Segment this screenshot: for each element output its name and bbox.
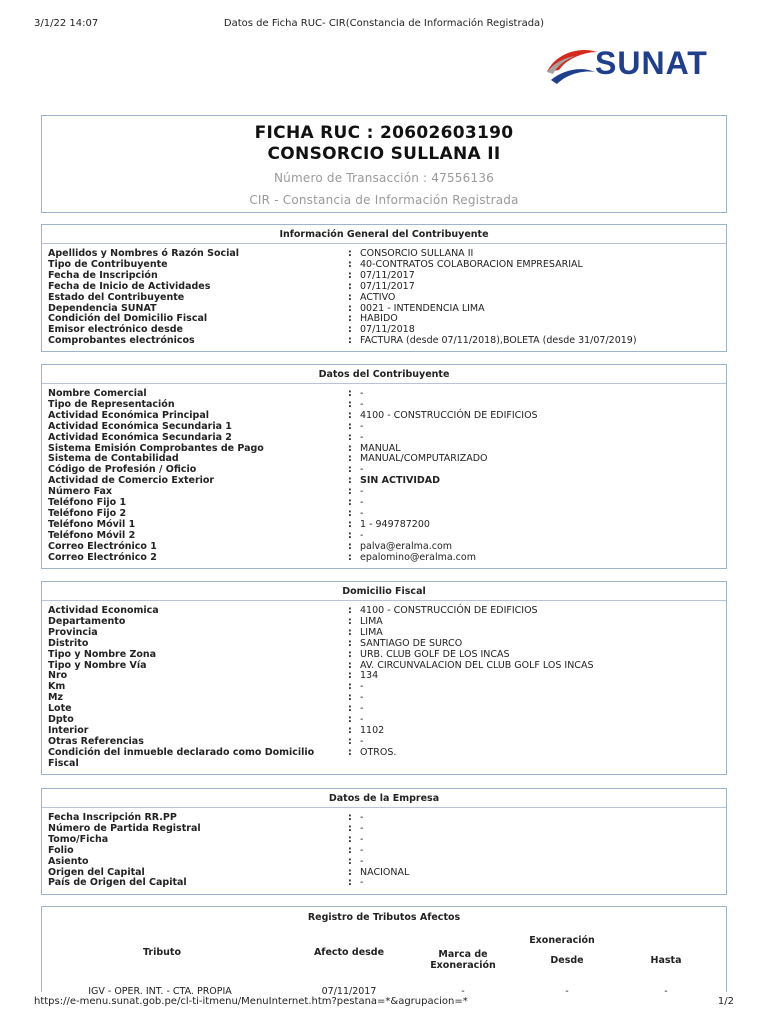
field-value: - [360,431,364,443]
field-separator: : [348,464,352,476]
field-value: URB. CLUB GOLF DE LOS INCAS [360,648,510,660]
field-label: Provincia [48,626,98,638]
field-value: - [360,844,364,856]
field-separator: : [348,409,352,421]
field-label: Origen del Capital [48,866,145,878]
field-row [48,759,720,770]
document-type: CIR - Constancia de Información Registrada [249,193,519,207]
section-tributos [41,906,727,997]
field-label: Actividad Económica Principal [48,409,210,421]
field-label: Número de Partida Registral [48,822,201,834]
field-value: - [360,420,364,432]
company-name: CONSORCIO SULLANA II [267,144,501,164]
cell-desde: - [565,986,569,997]
field-row [48,715,720,726]
field-value: 4100 - CONSTRUCCIÓN DE EDIFICIOS [360,605,538,616]
field-separator: : [348,280,352,292]
field-label: Teléfono Móvil 1 [48,518,136,530]
field-value: LIMA [360,626,383,638]
field-label: Nombre Comercial [48,388,147,399]
field-value: - [360,822,364,834]
field-row [48,726,720,737]
field-value: - [360,833,364,845]
field-separator: : [348,703,352,715]
field-label: Correo Electrónico 2 [48,551,157,563]
field-value: ACTIVO [360,291,396,303]
field-value: SIN ACTIVIDAD [360,475,440,487]
field-row [48,650,720,661]
field-label: Actividad Económica Secundaria 1 [48,420,232,432]
field-value: - [360,507,364,519]
field-value: - [360,497,364,509]
field-row [48,553,720,564]
field-value: - [360,681,364,693]
field-value: 4100 - CONSTRUCCIÓN DE EDIFICIOS [360,409,538,421]
field-row [48,846,720,857]
field-value: 07/11/2018 [360,324,415,336]
field-separator: : [348,529,352,541]
field-value: 40-CONTRATOS COLABORACION EMPRESARIAL [360,258,583,270]
field-separator: : [348,335,352,347]
field-row [48,857,720,868]
field-separator: : [348,724,352,736]
field-label: Lote [48,703,72,715]
field-label: Teléfono Móvil 2 [48,529,136,541]
field-label: Km [48,681,66,693]
field-label: Departamento [48,615,126,627]
field-separator: : [348,453,352,465]
field-row [48,878,720,889]
field-value: 1 - 949787200 [360,518,430,530]
rows-domicilio [42,601,726,770]
field-separator: : [348,388,352,399]
field-value: - [360,812,364,823]
field-value: CONSORCIO SULLANA II [360,248,474,259]
field-value: - [360,714,364,726]
field-row [48,661,720,672]
print-page-number: 1/2 [717,996,734,1007]
field-separator: : [348,681,352,693]
field-separator: : [348,812,352,823]
field-separator: : [348,670,352,682]
field-separator: : [348,540,352,552]
field-label: Apellidos y Nombres ó Razón Social [48,248,240,259]
field-label: Fecha de Inicio de Actividades [48,280,211,292]
field-separator: : [348,431,352,443]
field-label: Teléfono Fijo 2 [48,507,127,519]
field-label: Fecha Inscripción RR.PP [48,812,177,823]
section-title: Registro de Tributos Afectos [307,912,461,923]
field-label: Dpto [48,714,74,726]
field-value: epalomino@eralma.com [360,551,476,563]
field-separator: : [348,822,352,834]
field-row [48,542,720,553]
field-label: Estado del Contribuyente [48,291,185,303]
field-value: SANTIAGO DE SURCO [360,637,463,649]
field-value: - [360,486,364,498]
field-row [48,336,720,347]
field-value: - [360,529,364,541]
field-row [48,671,720,682]
field-label: Dependencia SUNAT [48,302,157,314]
rows-general [42,244,726,347]
field-value: NACIONAL [360,866,410,878]
field-separator: : [348,291,352,303]
field-separator: : [348,877,352,889]
field-row [48,476,720,487]
field-value: 0021 - INTENDENCIA LIMA [360,302,485,314]
transaction-number: Número de Transacción : 47556136 [274,171,494,185]
print-page-title: Datos de Ficha RUC- CIR(Constancia de Información Registrada) [223,18,545,29]
section-datos [41,364,727,569]
field-row [48,835,720,846]
field-label: Número Fax [48,486,113,498]
field-label: Interior [48,724,89,736]
field-value: MANUAL [360,442,401,454]
field-label: Condición del Domicilio Fiscal [48,313,208,325]
field-value: MANUAL/COMPUTARIZADO [360,453,488,465]
field-row [48,639,720,650]
field-value: 07/11/2017 [360,269,415,281]
field-value: 07/11/2017 [360,280,415,292]
field-separator: : [348,518,352,530]
field-separator: : [348,692,352,704]
col-desde: Desde [550,955,584,966]
field-label: Teléfono Fijo 1 [48,497,127,509]
field-label: Código de Profesión / Oficio [48,464,197,476]
field-row [48,293,720,304]
sunat-swoosh-icon [545,42,601,88]
field-value: - [360,692,364,704]
field-separator: : [348,833,352,845]
field-value: - [360,877,364,889]
field-label: Otras Referencias [48,735,144,747]
field-label: Tipo y Nombre Vía [48,659,147,671]
field-row [48,487,720,498]
field-separator: : [348,648,352,660]
field-separator: : [348,855,352,867]
field-separator: : [348,398,352,410]
field-value: - [360,398,364,410]
field-label: Tomo/Ficha [48,833,109,845]
field-value: - [360,735,364,747]
field-label: Tipo de Representación [48,398,175,410]
field-separator: : [348,637,352,649]
field-separator: : [348,626,352,638]
field-value: - [360,703,364,715]
field-label: Tipo de Contribuyente [48,258,168,270]
field-separator: : [348,302,352,314]
sunat-wordmark: SUNAT [595,45,708,81]
field-separator: : [348,486,352,498]
field-separator: : [348,269,352,281]
field-value: palva@eralma.com [360,540,453,552]
field-value: FACTURA (desde 07/11/2018),BOLETA (desde 31/07/2019) [360,335,637,347]
field-label: Distrito [48,637,89,649]
field-label: Emisor electrónico desde [48,324,183,336]
print-datetime: 3/1/22 14:07 [34,18,99,29]
cell-marca: - [461,986,465,997]
field-separator: : [348,313,352,325]
field-row [48,704,720,715]
field-row [48,693,720,704]
sunat-logo [545,40,727,86]
cell-hasta: - [664,986,668,997]
field-separator: : [348,475,352,487]
field-label: Folio [48,844,74,856]
field-separator: : [348,659,352,671]
field-label: Asiento [48,855,89,867]
field-separator: : [348,551,352,563]
field-separator: : [348,605,352,616]
field-label: País de Origen del Capital [48,877,187,889]
field-label: Sistema Emisión Comprobantes de Pago [48,442,264,454]
field-label: Sistema de Contabilidad [48,453,179,465]
print-url: https://e-menu.sunat.gob.pe/cl-ti-itmenu/MenuInternet.htm?pestana=*&agrupacion=* [34,996,468,1007]
field-separator: : [348,507,352,519]
col-exoneracion: Exoneración [529,935,595,946]
field-value: HABIDO [360,313,398,325]
col-afecto-desde: Afecto desde [313,947,385,958]
field-separator: : [348,735,352,747]
field-label: Comprobantes electrónicos [48,335,195,347]
field-value: AV. CIRCUNVALACION DEL CLUB GOLF LOS INCAS [360,659,594,671]
field-separator: : [348,324,352,336]
field-value: LIMA [360,615,383,627]
section-title: Datos de la Empresa [42,789,726,808]
cell-tributo: IGV - OPER. INT. - CTA. PROPIA [88,986,232,997]
field-row [48,422,720,433]
section-general [41,224,727,352]
field-separator: : [348,248,352,259]
tributos-table-header [42,926,726,986]
field-value: 134 [360,670,379,682]
field-value: OTROS. [360,746,397,758]
col-hasta: Hasta [650,955,682,966]
field-separator: : [348,615,352,627]
field-value [360,759,720,770]
field-row [48,433,720,444]
field-separator: : [348,844,352,856]
field-label: Nro [48,670,68,682]
ficha-header [41,115,727,213]
field-value: - [360,388,364,399]
section-title: Domicilio Fiscal [42,582,726,601]
field-label: Actividad Economica [48,605,159,616]
field-value: - [360,464,364,476]
field-value: 1102 [360,724,385,736]
field-separator: : [348,442,352,454]
field-separator: : [348,420,352,432]
field-label: Actividad Económica Secundaria 2 [48,431,232,443]
field-row [48,682,720,693]
col-marca-exoneracion: Marca de Exoneración [430,949,496,971]
field-row [48,748,720,759]
field-label: Fecha de Inscripción [48,269,158,281]
field-label: Tipo y Nombre Zona [48,648,157,660]
field-separator: : [348,866,352,878]
field-label: Condición del inmueble declarado como Domicilio [48,746,315,758]
field-label: Correo Electrónico 1 [48,540,157,552]
field-separator: : [348,258,352,270]
field-row [48,282,720,293]
cell-afecto: 07/11/2017 [321,986,377,997]
section-domicilio [41,581,727,775]
ficha-ruc-title: FICHA RUC : 20602603190 [254,123,514,143]
field-label: Mz [48,692,63,704]
col-tributo: Tributo [142,947,181,958]
field-label: Actividad de Comercio Exterior [48,475,215,487]
field-row [48,824,720,835]
field-label: Fiscal [48,757,79,769]
field-row [48,498,720,509]
field-separator [348,759,360,770]
field-value: - [360,855,364,867]
field-row [48,520,720,531]
rows-empresa [42,808,726,889]
section-title: Datos del Contribuyente [42,365,726,384]
field-separator: : [348,497,352,509]
field-row [48,617,720,628]
field-row [48,606,720,617]
section-title: Información General del Contribuyente [42,225,726,244]
section-empresa [41,788,727,895]
field-separator: : [348,714,352,726]
rows-datos [42,384,726,564]
field-separator: : [348,746,352,758]
